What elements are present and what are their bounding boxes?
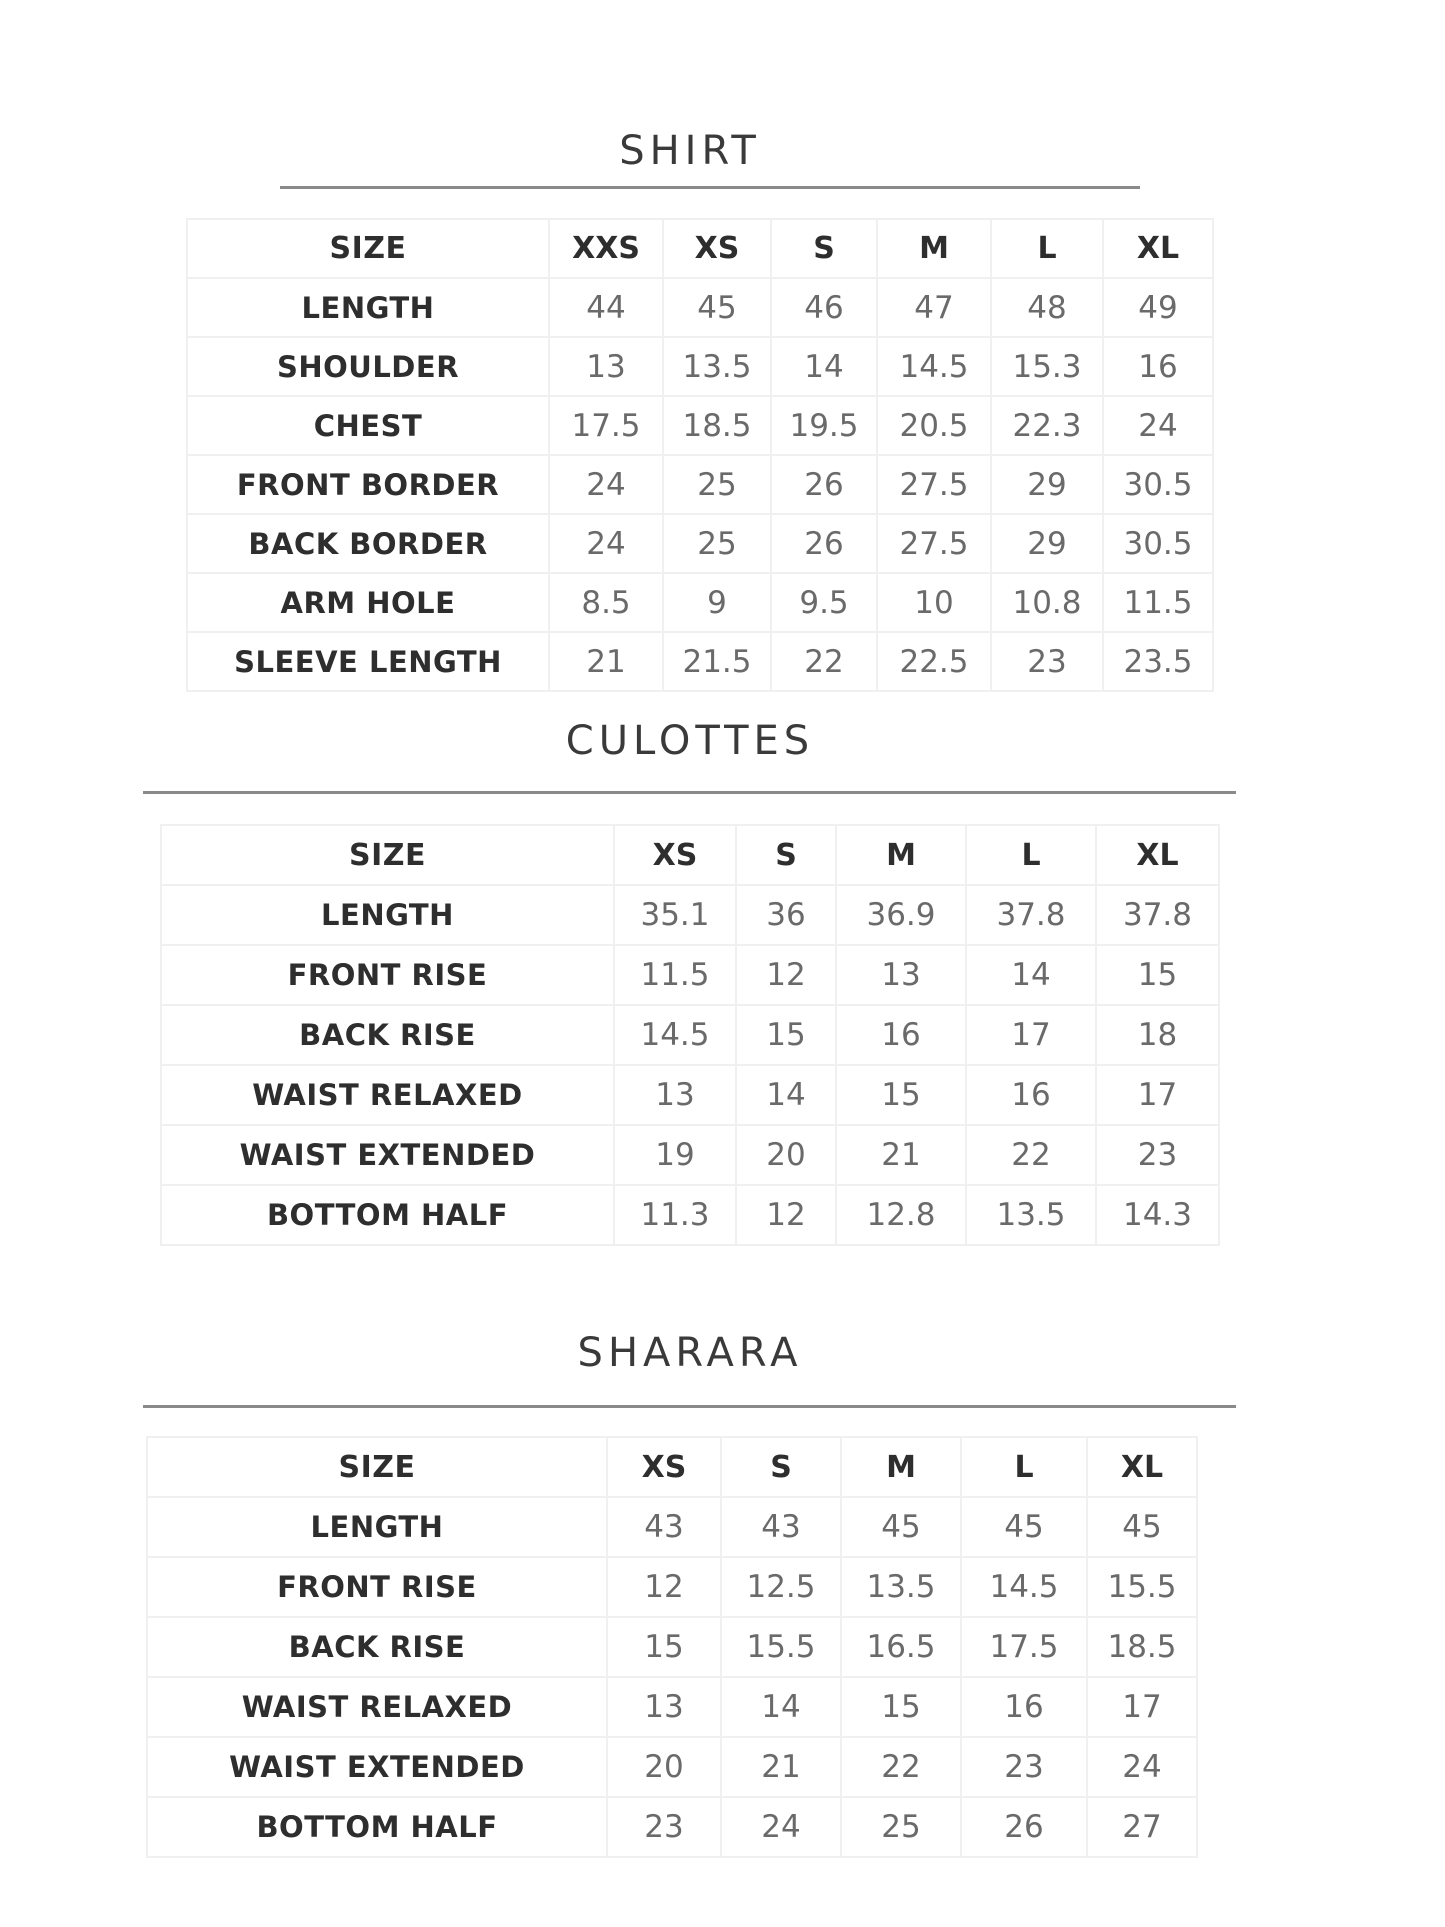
measurement-value: 13 <box>549 337 663 396</box>
measurement-value: 17 <box>1096 1065 1219 1125</box>
measurement-value: 21.5 <box>663 632 771 691</box>
size-column-header: SIZE <box>161 825 614 885</box>
measurement-value: 21 <box>836 1125 966 1185</box>
table-row <box>161 1065 1219 1125</box>
measurement-label: WAIST RELAXED <box>147 1677 607 1737</box>
measurement-label: WAIST RELAXED <box>161 1065 614 1125</box>
measurement-value: 11.3 <box>614 1185 736 1245</box>
measurement-value: 45 <box>663 278 771 337</box>
measurement-label: BOTTOM HALF <box>147 1797 607 1857</box>
table-row <box>161 885 1219 945</box>
measurement-value: 20 <box>736 1125 836 1185</box>
measurement-value: 11.5 <box>614 945 736 1005</box>
table-row <box>187 573 1213 632</box>
measurement-value: 23 <box>961 1737 1087 1797</box>
measurement-label: BACK RISE <box>161 1005 614 1065</box>
measurement-value: 13 <box>836 945 966 1005</box>
measurement-value: 17.5 <box>549 396 663 455</box>
measurement-value: 13 <box>607 1677 721 1737</box>
measurement-value: 43 <box>607 1497 721 1557</box>
size-xs-header: XS <box>607 1437 721 1497</box>
measurement-value: 15.5 <box>721 1617 841 1677</box>
measurement-label: LENGTH <box>161 885 614 945</box>
measurement-value: 13 <box>614 1065 736 1125</box>
measurement-label: CHEST <box>187 396 549 455</box>
measurement-value: 16 <box>1103 337 1213 396</box>
measurement-value: 20.5 <box>877 396 991 455</box>
measurement-value: 23.5 <box>1103 632 1213 691</box>
size-s-header: S <box>721 1437 841 1497</box>
sharara-title-divider <box>143 1405 1236 1408</box>
measurement-value: 15 <box>841 1677 961 1737</box>
measurement-label: SLEEVE LENGTH <box>187 632 549 691</box>
measurement-value: 24 <box>549 455 663 514</box>
measurement-value: 23 <box>991 632 1103 691</box>
sharara-size-table <box>146 1436 1198 1858</box>
measurement-value: 14 <box>721 1677 841 1737</box>
measurement-value: 15 <box>736 1005 836 1065</box>
measurement-value: 36.9 <box>836 885 966 945</box>
measurement-value: 14.5 <box>961 1557 1087 1617</box>
measurement-value: 18 <box>1096 1005 1219 1065</box>
measurement-label: FRONT RISE <box>147 1557 607 1617</box>
measurement-value: 22.3 <box>991 396 1103 455</box>
measurement-label: LENGTH <box>147 1497 607 1557</box>
measurement-value: 9 <box>663 573 771 632</box>
measurement-value: 19 <box>614 1125 736 1185</box>
measurement-value: 19.5 <box>771 396 877 455</box>
table-row <box>187 632 1213 691</box>
table-row <box>147 1557 1197 1617</box>
measurement-value: 23 <box>1096 1125 1219 1185</box>
measurement-value: 8.5 <box>549 573 663 632</box>
measurement-value: 18.5 <box>1087 1617 1197 1677</box>
measurement-value: 12 <box>736 1185 836 1245</box>
measurement-value: 11.5 <box>1103 573 1213 632</box>
measurement-value: 16 <box>961 1677 1087 1737</box>
measurement-value: 13.5 <box>663 337 771 396</box>
size-xl-header: XL <box>1103 219 1213 278</box>
measurement-value: 16 <box>836 1005 966 1065</box>
size-column-header: SIZE <box>187 219 549 278</box>
table-row <box>187 455 1213 514</box>
measurement-value: 29 <box>991 514 1103 573</box>
measurement-label: BACK BORDER <box>187 514 549 573</box>
measurement-value: 14 <box>771 337 877 396</box>
measurement-value: 16 <box>966 1065 1096 1125</box>
measurement-value: 45 <box>841 1497 961 1557</box>
shirt-header-row <box>187 219 1213 278</box>
measurement-value: 22 <box>841 1737 961 1797</box>
size-l-header: L <box>991 219 1103 278</box>
size-column-header: SIZE <box>147 1437 607 1497</box>
measurement-value: 48 <box>991 278 1103 337</box>
table-row <box>161 945 1219 1005</box>
measurement-value: 12 <box>607 1557 721 1617</box>
size-l-header: L <box>961 1437 1087 1497</box>
measurement-value: 21 <box>549 632 663 691</box>
measurement-label: ARM HOLE <box>187 573 549 632</box>
sharara-header-row <box>147 1437 1197 1497</box>
measurement-value: 9.5 <box>771 573 877 632</box>
measurement-value: 16.5 <box>841 1617 961 1677</box>
measurement-value: 44 <box>549 278 663 337</box>
measurement-value: 12.8 <box>836 1185 966 1245</box>
shirt-title-divider <box>280 186 1140 189</box>
measurement-value: 15.5 <box>1087 1557 1197 1617</box>
size-xl-header: XL <box>1096 825 1219 885</box>
measurement-value: 13.5 <box>966 1185 1096 1245</box>
measurement-value: 12 <box>736 945 836 1005</box>
measurement-label: FRONT RISE <box>161 945 614 1005</box>
culottes-size-table <box>160 824 1220 1246</box>
measurement-value: 21 <box>721 1737 841 1797</box>
measurement-value: 25 <box>841 1797 961 1857</box>
measurement-value: 37.8 <box>1096 885 1219 945</box>
table-row <box>187 278 1213 337</box>
table-row <box>147 1797 1197 1857</box>
measurement-value: 24 <box>549 514 663 573</box>
measurement-value: 30.5 <box>1103 455 1213 514</box>
measurement-value: 14 <box>966 945 1096 1005</box>
measurement-value: 26 <box>961 1797 1087 1857</box>
measurement-value: 15 <box>1096 945 1219 1005</box>
culottes-title-divider <box>143 791 1236 794</box>
measurement-value: 36 <box>736 885 836 945</box>
measurement-value: 27 <box>1087 1797 1197 1857</box>
table-row <box>187 337 1213 396</box>
culottes-section-title: CULOTTES <box>565 718 815 764</box>
measurement-value: 10 <box>877 573 991 632</box>
measurement-label: SHOULDER <box>187 337 549 396</box>
measurement-value: 45 <box>961 1497 1087 1557</box>
measurement-value: 46 <box>771 278 877 337</box>
measurement-value: 12.5 <box>721 1557 841 1617</box>
measurement-value: 30.5 <box>1103 514 1213 573</box>
size-xxs-header: XXS <box>549 219 663 278</box>
measurement-value: 27.5 <box>877 455 991 514</box>
measurement-value: 14 <box>736 1065 836 1125</box>
measurement-value: 17 <box>1087 1677 1197 1737</box>
measurement-value: 35.1 <box>614 885 736 945</box>
measurement-value: 15 <box>607 1617 721 1677</box>
size-xl-header: XL <box>1087 1437 1197 1497</box>
table-row <box>187 514 1213 573</box>
size-xs-header: XS <box>614 825 736 885</box>
size-s-header: S <box>736 825 836 885</box>
measurement-value: 15.3 <box>991 337 1103 396</box>
measurement-value: 22 <box>966 1125 1096 1185</box>
measurement-value: 26 <box>771 455 877 514</box>
measurement-value: 14.5 <box>877 337 991 396</box>
measurement-value: 22.5 <box>877 632 991 691</box>
measurement-value: 37.8 <box>966 885 1096 945</box>
measurement-value: 20 <box>607 1737 721 1797</box>
measurement-value: 47 <box>877 278 991 337</box>
table-row <box>187 396 1213 455</box>
measurement-value: 45 <box>1087 1497 1197 1557</box>
measurement-label: BACK RISE <box>147 1617 607 1677</box>
size-m-header: M <box>841 1437 961 1497</box>
measurement-value: 14.3 <box>1096 1185 1219 1245</box>
measurement-value: 23 <box>607 1797 721 1857</box>
measurement-value: 17 <box>966 1005 1096 1065</box>
measurement-value: 49 <box>1103 278 1213 337</box>
measurement-value: 24 <box>1103 396 1213 455</box>
measurement-label: BOTTOM HALF <box>161 1185 614 1245</box>
measurement-label: WAIST EXTENDED <box>161 1125 614 1185</box>
table-row <box>147 1617 1197 1677</box>
measurement-value: 15 <box>836 1065 966 1125</box>
size-m-header: M <box>836 825 966 885</box>
measurement-value: 25 <box>663 455 771 514</box>
table-row <box>147 1497 1197 1557</box>
sharara-section-title: SHARARA <box>577 1330 803 1376</box>
table-row <box>147 1737 1197 1797</box>
measurement-value: 24 <box>721 1797 841 1857</box>
measurement-label: FRONT BORDER <box>187 455 549 514</box>
size-s-header: S <box>771 219 877 278</box>
size-l-header: L <box>966 825 1096 885</box>
table-row <box>147 1677 1197 1737</box>
measurement-value: 43 <box>721 1497 841 1557</box>
measurement-value: 29 <box>991 455 1103 514</box>
measurement-value: 13.5 <box>841 1557 961 1617</box>
measurement-value: 26 <box>771 514 877 573</box>
measurement-value: 10.8 <box>991 573 1103 632</box>
culottes-header-row <box>161 825 1219 885</box>
measurement-label: WAIST EXTENDED <box>147 1737 607 1797</box>
size-xs-header: XS <box>663 219 771 278</box>
measurement-value: 22 <box>771 632 877 691</box>
measurement-label: LENGTH <box>187 278 549 337</box>
table-row <box>161 1185 1219 1245</box>
shirt-section-title: SHIRT <box>619 128 761 174</box>
table-row <box>161 1005 1219 1065</box>
shirt-size-table <box>186 218 1214 692</box>
measurement-value: 17.5 <box>961 1617 1087 1677</box>
measurement-value: 18.5 <box>663 396 771 455</box>
measurement-value: 25 <box>663 514 771 573</box>
measurement-value: 14.5 <box>614 1005 736 1065</box>
measurement-value: 27.5 <box>877 514 991 573</box>
measurement-value: 24 <box>1087 1737 1197 1797</box>
size-m-header: M <box>877 219 991 278</box>
table-row <box>161 1125 1219 1185</box>
